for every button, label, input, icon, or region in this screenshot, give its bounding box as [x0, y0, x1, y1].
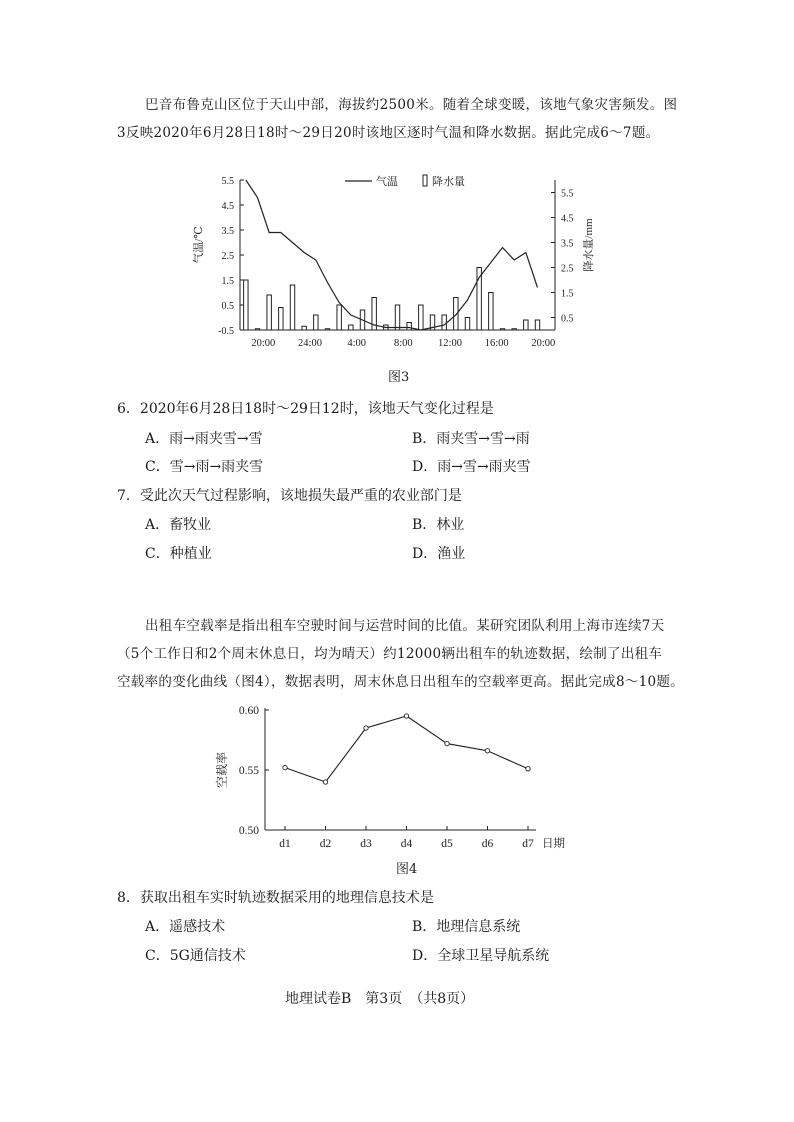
question-8-option-d[interactable]: D．全球卫星导航系统	[412, 948, 550, 964]
intro1-line2: 3反映2020年6月28日18时～29日20时该地区逐时气温和降水数据。据此完成6～7题。	[117, 125, 660, 141]
question-7-option-b[interactable]: B．林业	[412, 517, 465, 533]
question-8-option-a[interactable]: A．遥感技术	[145, 919, 226, 935]
x-tick-label: d1	[279, 838, 291, 850]
x-tick-label: d5	[441, 838, 453, 850]
page-footer: 地理试卷B 第3页 （共8页）	[285, 991, 475, 1007]
data-point	[283, 765, 287, 769]
right-tick-label: 5.5	[561, 188, 574, 200]
precip-bar	[244, 280, 248, 330]
precip-bar	[419, 305, 423, 330]
data-point	[404, 714, 408, 718]
question-6-option-a[interactable]: A．雨→雨夹雪→雪	[145, 431, 263, 447]
legend-precip-swatch	[423, 175, 427, 186]
right-tick-label: 2.5	[561, 263, 574, 275]
legend-precip-label: 降水量	[432, 176, 465, 188]
precip-bar	[349, 325, 353, 330]
y-tick-label: 0.60	[238, 705, 259, 717]
x-tick-label: 20:00	[251, 338, 276, 349]
precip-bar	[267, 295, 271, 330]
y-tick-label: 0.50	[238, 825, 259, 837]
question-7-option-c[interactable]: C．种植业	[145, 546, 212, 562]
question-7-stem: 7．受此次天气过程影响，该地损失最严重的农业部门是	[117, 488, 462, 504]
x-tick-label: 4:00	[347, 338, 367, 349]
legend-temp-label: 气温	[376, 176, 398, 188]
left-tick-label: 1.5	[221, 276, 234, 287]
right-tick-label: 1.5	[561, 288, 574, 300]
question-8-option-c[interactable]: C．5G通信技术	[145, 948, 246, 964]
data-point	[364, 726, 368, 730]
question-6-stem: 6．2020年6月28日18时～29日12时，该地天气变化过程是	[117, 401, 494, 417]
empty-rate-line	[285, 716, 528, 782]
precip-bar	[290, 285, 294, 330]
intro1-line1: 巴音布鲁克山区位于天山中部，海拔约2500米。随着全球变暖，该地气象灾害频发。图	[145, 97, 678, 113]
precip-bar	[407, 323, 411, 331]
x-tick-label: 24:00	[298, 338, 322, 349]
precip-bar	[337, 305, 341, 330]
x-tick-label: 8:00	[393, 338, 413, 349]
figure-3-caption: 图3	[388, 370, 410, 385]
figure-3-chart	[190, 165, 600, 355]
x-tick-label: d6	[481, 838, 494, 850]
data-point	[526, 767, 530, 771]
y-right-label: 降水量/mm	[583, 218, 595, 272]
data-point	[445, 741, 449, 745]
x-tick-label: 20:00	[531, 338, 556, 349]
precip-bar	[279, 308, 283, 331]
right-tick-label: 0.5	[561, 313, 574, 325]
data-point	[485, 749, 489, 753]
precip-bar	[512, 329, 516, 330]
y-left-label: 气温/℃	[193, 226, 205, 264]
precip-bar	[489, 293, 493, 331]
question-8-option-b[interactable]: B．地理信息系统	[412, 919, 521, 935]
precip-bar	[442, 315, 446, 330]
right-tick-label: 3.5	[561, 238, 574, 250]
left-tick-label: 5.5	[221, 176, 234, 187]
y-tick-label: 0.55	[238, 765, 259, 777]
precip-bar	[255, 329, 259, 330]
y-axis-label: 空载率	[215, 751, 229, 789]
intro2-line2: （5个工作日和2个周末休息日，均为晴天）约12000辆出租车的轨迹数据，绘制了出租车	[117, 646, 663, 662]
precip-bar	[535, 320, 539, 330]
right-tick-label: 4.5	[561, 213, 574, 225]
left-tick-label: 4.5	[221, 201, 234, 212]
figure-4-caption: 图4	[396, 862, 418, 877]
intro2-line3: 空载率的变化曲线（图4），数据表明，周末休息日出租车的空载率更高。据此完成8～10题。	[117, 674, 685, 690]
question-6-option-c[interactable]: C．雪→雨→雨夹雪	[145, 459, 264, 475]
x-axis-label: 日期	[542, 838, 565, 850]
precip-bar	[302, 326, 306, 330]
x-tick-label: d2	[319, 838, 332, 850]
question-6-option-b[interactable]: B．雨夹雪→雪→雨	[412, 431, 530, 447]
figure-4-chart	[210, 700, 580, 860]
left-tick-label: -0.5	[218, 326, 234, 337]
question-8-stem: 8．获取出租车实时轨迹数据采用的地理信息技术是	[117, 890, 434, 906]
x-tick-label: 16:00	[484, 338, 509, 349]
precip-bar	[524, 320, 528, 330]
question-7-option-d[interactable]: D．渔业	[412, 546, 466, 562]
left-tick-label: 0.5	[221, 301, 234, 312]
x-tick-label: d4	[400, 838, 413, 850]
intro2-line1: 出租车空载率是指出租车空驶时间与运营时间的比值。某研究团队利用上海市连续7天	[145, 618, 665, 634]
temperature-line	[246, 180, 538, 330]
left-tick-label: 2.5	[221, 251, 234, 262]
x-tick-label: d3	[360, 838, 372, 850]
left-tick-label: 3.5	[221, 226, 234, 237]
precip-bar	[325, 329, 329, 330]
precip-bar	[465, 318, 469, 331]
question-7-option-a[interactable]: A．畜牧业	[145, 517, 212, 533]
precip-bar	[395, 305, 399, 330]
precip-bar	[314, 315, 318, 330]
x-tick-label: 12:00	[438, 338, 462, 349]
x-tick-label: d7	[522, 838, 534, 850]
data-point	[323, 780, 327, 784]
precip-bar	[500, 329, 504, 330]
question-6-option-d[interactable]: D．雨→雪→雨夹雪	[412, 459, 531, 475]
